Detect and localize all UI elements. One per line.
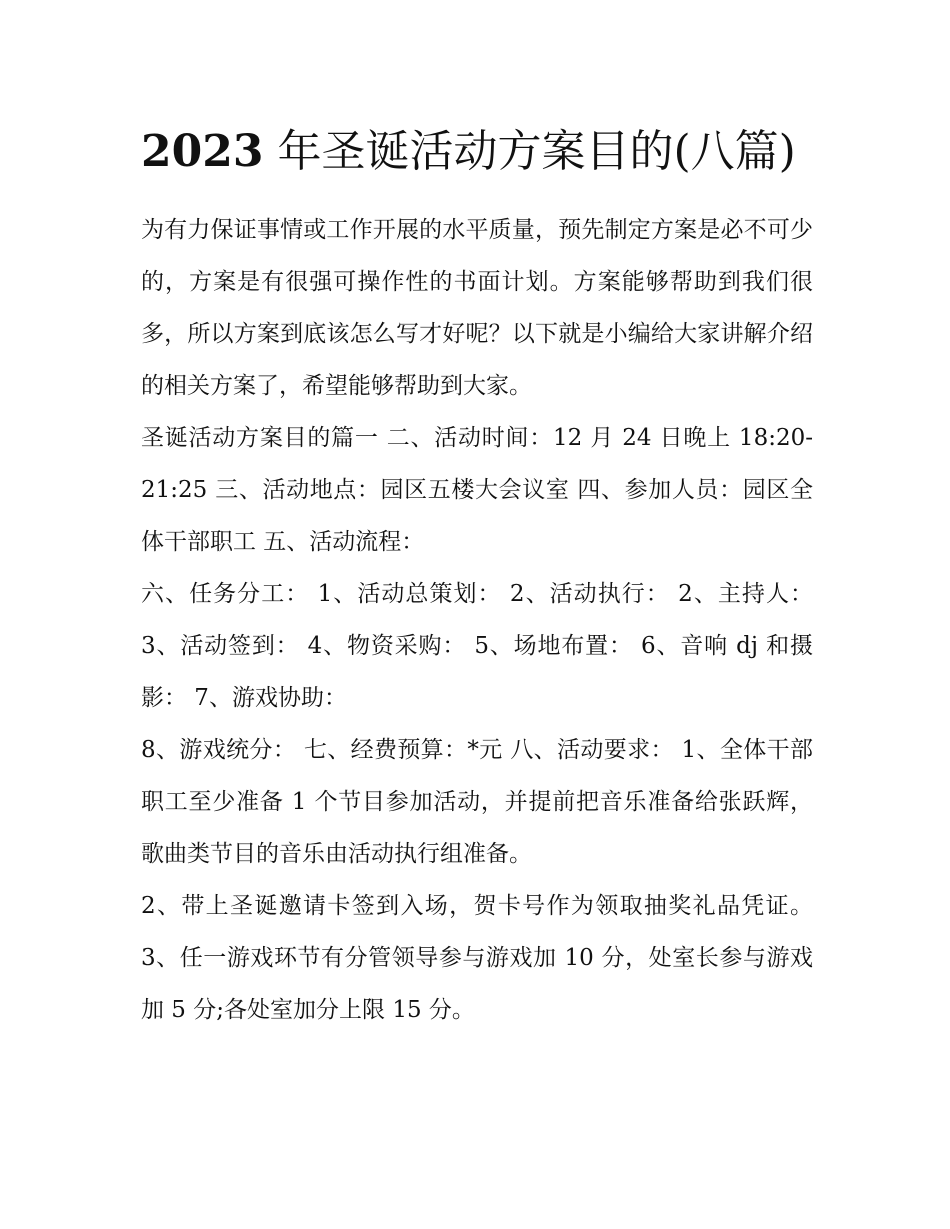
document-title (141, 112, 813, 192)
title-year: 2023 (141, 126, 264, 177)
document-page (141, 112, 813, 1036)
intro-paragraph: 为有力保证事情或工作开展的水平质量，预先制定方案是必不可少的，方案是有很强可操作性的书面计划。方案能够帮助到我们很多，所以方案到底该怎么写才好呢？以下就是小编给大家讲解介绍的相关方案了，希望能够帮助到大家。 (141, 217, 813, 399)
paragraph-tasks: 六、任务分工： 1、活动总策划： 2、活动执行： 2、主持人： 3、活动签到： 4、物资采购： 5、场地布置： 6、音响 dj 和摄影： 7、游戏协助： (141, 581, 813, 711)
title-text: 年圣诞活动方案目的(八篇) (263, 126, 796, 177)
paragraph-schedule: 圣诞活动方案目的篇一 二、活动时间：12 月 24 日晚上 18:20-21:25 三、活动地点：园区五楼大会议室 四、参加人员：园区全体干部职工 五、活动流程： (141, 425, 813, 555)
paragraph-rules: 2、带上圣诞邀请卡签到入场，贺卡号作为领取抽奖礼品凭证。 3、任一游戏环节有分管领导参与游戏加 10 分，处室长参与游戏加 5 分;各处室加分上限 15 分。 (141, 893, 813, 1023)
paragraph-requirements: 8、游戏统分： 七、经费预算：*元 八、活动要求： 1、全体干部职工至少准备 1 个节目参加活动，并提前把音乐准备给张跃辉，歌曲类节目的音乐由活动执行组准备。 (141, 737, 813, 867)
